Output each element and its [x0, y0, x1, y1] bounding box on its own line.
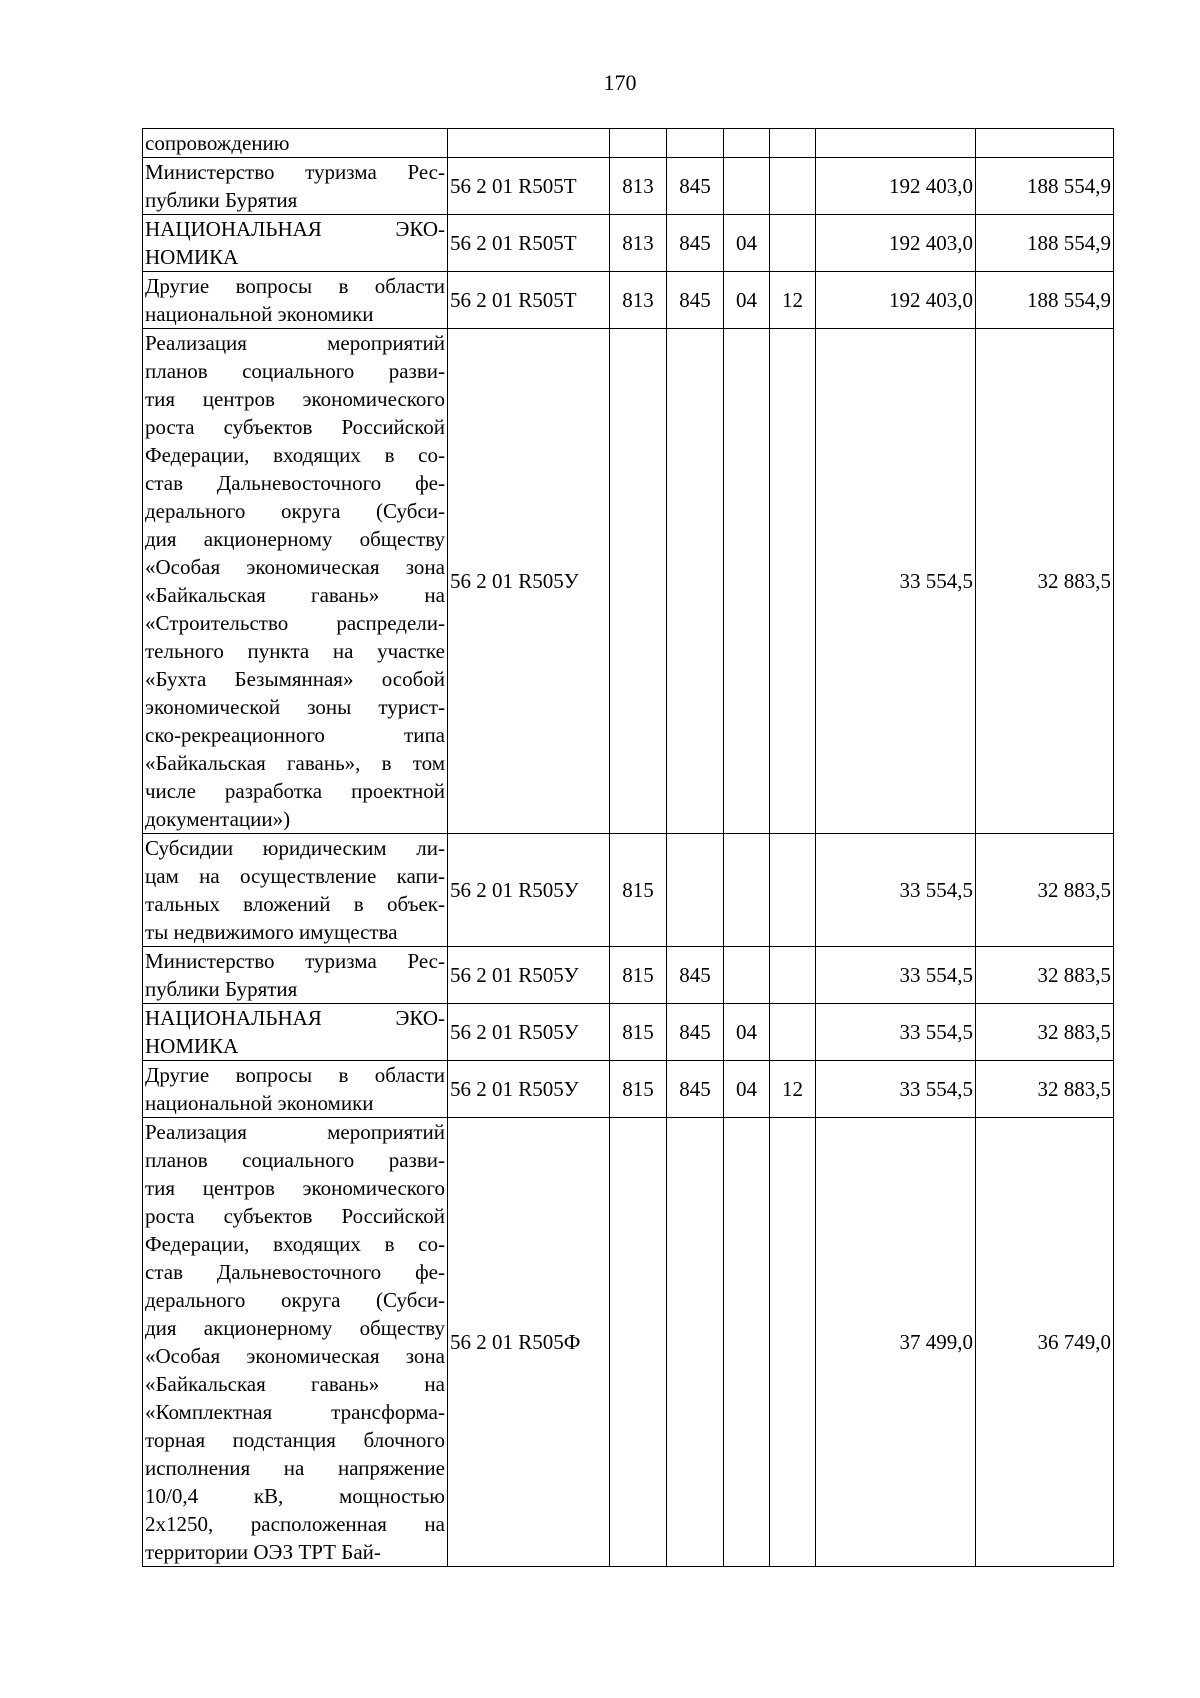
ministry-code-cell: 845: [667, 947, 724, 1004]
expense-name-line: дия акционерному обществу: [145, 527, 445, 551]
table-body: [143, 129, 1114, 1567]
table-row: [143, 158, 1114, 215]
target-article-cell: 56 2 01 R505Т: [448, 272, 610, 329]
amount-year-1-cell: 192 403,0: [816, 272, 976, 329]
section-code-cell: [724, 329, 770, 834]
expense-name-line: публики Бурятия: [145, 977, 298, 1001]
target-article-cell: 56 2 01 R505У: [448, 947, 610, 1004]
amount-year-2-cell: 188 554,9: [976, 215, 1114, 272]
target-article-cell: [448, 129, 610, 158]
amount-year-1-cell: 192 403,0: [816, 158, 976, 215]
expense-name-cell: [143, 1004, 448, 1061]
grbs-code-cell: [610, 1118, 667, 1567]
expense-name-cell: [143, 129, 448, 158]
expense-name-cell: [143, 834, 448, 947]
expense-name-line: Реализация мероприятий: [145, 331, 445, 355]
target-article-cell: 56 2 01 R505Т: [448, 215, 610, 272]
ministry-code-cell: [667, 834, 724, 947]
expense-name-line: «Байкальская гавань», в том: [145, 751, 445, 775]
expense-name-cell: [143, 215, 448, 272]
table-row: [143, 947, 1114, 1004]
target-article-cell: 56 2 01 R505У: [448, 1004, 610, 1061]
grbs-code-cell: 815: [610, 947, 667, 1004]
expense-name-line: «Байкальская гавань» на: [145, 1372, 445, 1396]
grbs-code-cell: [610, 129, 667, 158]
grbs-code-cell: 813: [610, 158, 667, 215]
expense-name-cell: [143, 272, 448, 329]
ministry-code-cell: 845: [667, 272, 724, 329]
expense-name-line: роста субъектов Российской: [145, 1204, 445, 1228]
expense-name-line: ско-рекреационного типа: [145, 723, 445, 747]
expense-name-line: НАЦИОНАЛЬНАЯ ЭКО-: [145, 217, 445, 241]
section-code-cell: 04: [724, 1004, 770, 1061]
expense-name-cell: [143, 158, 448, 215]
ministry-code-cell: 845: [667, 1061, 724, 1118]
amount-year-2-cell: 188 554,9: [976, 158, 1114, 215]
expense-name-line: став Дальневосточного фе-: [145, 471, 445, 495]
amount-year-2-cell: 32 883,5: [976, 1061, 1114, 1118]
amount-year-1-cell: 33 554,5: [816, 329, 976, 834]
amount-year-1-cell: [816, 129, 976, 158]
ministry-code-cell: 845: [667, 158, 724, 215]
expense-name-line: Федерации, входящих в со-: [145, 443, 445, 467]
expense-name-line: дерального округа (Субси-: [145, 1288, 445, 1312]
section-code-cell: [724, 947, 770, 1004]
expense-name-line: тальных вложений в объек-: [145, 892, 445, 916]
expense-name-line: став Дальневосточного фе-: [145, 1260, 445, 1284]
table-row: [143, 215, 1114, 272]
expense-name-line: публики Бурятия: [145, 188, 298, 212]
expense-name-line: Реализация мероприятий: [145, 1120, 445, 1144]
expense-name-line: роста субъектов Российской: [145, 415, 445, 439]
expense-name-line: Федерации, входящих в со-: [145, 1232, 445, 1256]
amount-year-1-cell: 33 554,5: [816, 1061, 976, 1118]
subsection-code-cell: 12: [770, 272, 816, 329]
expense-name-line: НОМИКА: [145, 1034, 239, 1058]
expense-name-line: Субсидии юридическим ли-: [145, 836, 445, 860]
ministry-code-cell: 845: [667, 1004, 724, 1061]
section-code-cell: [724, 834, 770, 947]
section-code-cell: [724, 1118, 770, 1567]
expense-name-line: числе разработка проектной: [145, 779, 445, 803]
subsection-code-cell: [770, 215, 816, 272]
table-row: [143, 1004, 1114, 1061]
expense-name-line: исполнения на напряжение: [145, 1456, 445, 1480]
budget-table: [142, 128, 1114, 1567]
amount-year-2-cell: 32 883,5: [976, 834, 1114, 947]
expense-name-line: территории ОЭЗ ТРТ Бай-: [145, 1540, 381, 1564]
table-row: [143, 1061, 1114, 1118]
grbs-code-cell: 815: [610, 834, 667, 947]
expense-name-line: «Бухта Безымянная» особой: [145, 667, 445, 691]
expense-name-line: «Байкальская гавань» на: [145, 583, 445, 607]
expense-name-line: тельного пункта на участке: [145, 639, 445, 663]
expense-name-line: национальной экономики: [145, 302, 374, 326]
expense-name-line: Другие вопросы в области: [145, 1063, 445, 1087]
expense-name-line: НАЦИОНАЛЬНАЯ ЭКО-: [145, 1006, 445, 1030]
amount-year-1-cell: 37 499,0: [816, 1118, 976, 1567]
expense-name-cell: [143, 329, 448, 834]
expense-name-line: НОМИКА: [145, 245, 239, 269]
table-row: [143, 329, 1114, 834]
target-article-cell: 56 2 01 R505У: [448, 329, 610, 834]
expense-name-line: 2х1250, расположенная на: [145, 1512, 445, 1536]
expense-name-line: «Особая экономическая зона: [145, 1344, 445, 1368]
expense-name-line: «Особая экономическая зона: [145, 555, 445, 579]
subsection-code-cell: [770, 158, 816, 215]
target-article-cell: 56 2 01 R505Ф: [448, 1118, 610, 1567]
expense-name-line: документации»): [145, 807, 291, 831]
expense-name-line: планов социального разви-: [145, 359, 445, 383]
amount-year-1-cell: 33 554,5: [816, 947, 976, 1004]
page-number: 170: [603, 70, 637, 95]
subsection-code-cell: [770, 1004, 816, 1061]
amount-year-2-cell: 32 883,5: [976, 947, 1114, 1004]
target-article-cell: 56 2 01 R505Т: [448, 158, 610, 215]
target-article-cell: 56 2 01 R505У: [448, 1061, 610, 1118]
amount-year-2-cell: 32 883,5: [976, 1004, 1114, 1061]
grbs-code-cell: 815: [610, 1004, 667, 1061]
expense-name-line: Министерство туризма Рес-: [145, 949, 445, 973]
expense-name-line: национальной экономики: [145, 1091, 374, 1115]
expense-name-line: «Комплектная трансформа-: [145, 1400, 445, 1424]
amount-year-2-cell: 32 883,5: [976, 329, 1114, 834]
expense-name-cell: [143, 1118, 448, 1567]
grbs-code-cell: 813: [610, 272, 667, 329]
expense-name-line: сопровождению: [145, 131, 290, 155]
subsection-code-cell: [770, 947, 816, 1004]
expense-name-line: ты недвижимого имущества: [145, 920, 398, 944]
expense-name-line: планов социального разви-: [145, 1148, 445, 1172]
ministry-code-cell: 845: [667, 215, 724, 272]
amount-year-2-cell: 188 554,9: [976, 272, 1114, 329]
expense-name-line: «Строительство распредели-: [145, 611, 445, 635]
expense-name-line: 10/0,4 кВ, мощностью: [145, 1484, 445, 1508]
section-code-cell: 04: [724, 1061, 770, 1118]
grbs-code-cell: [610, 329, 667, 834]
amount-year-1-cell: 33 554,5: [816, 1004, 976, 1061]
section-code-cell: 04: [724, 215, 770, 272]
target-article-cell: 56 2 01 R505У: [448, 834, 610, 947]
ministry-code-cell: [667, 1118, 724, 1567]
table-row: [143, 834, 1114, 947]
expense-name-line: цам на осуществление капи-: [145, 864, 445, 888]
amount-year-2-cell: 36 749,0: [976, 1118, 1114, 1567]
subsection-code-cell: [770, 1118, 816, 1567]
subsection-code-cell: [770, 834, 816, 947]
expense-name-line: тия центров экономического: [145, 1176, 445, 1200]
expense-name-line: тия центров экономического: [145, 387, 445, 411]
expense-name-cell: [143, 947, 448, 1004]
grbs-code-cell: 813: [610, 215, 667, 272]
subsection-code-cell: [770, 129, 816, 158]
expense-name-cell: [143, 1061, 448, 1118]
ministry-code-cell: [667, 129, 724, 158]
expense-name-line: дия акционерному обществу: [145, 1316, 445, 1340]
expense-name-line: Другие вопросы в области: [145, 274, 445, 298]
table-row: [143, 272, 1114, 329]
expense-name-line: экономической зоны турист-: [145, 695, 445, 719]
section-code-cell: [724, 129, 770, 158]
amount-year-1-cell: 192 403,0: [816, 215, 976, 272]
expense-name-line: Министерство туризма Рес-: [145, 160, 445, 184]
amount-year-2-cell: [976, 129, 1114, 158]
section-code-cell: 04: [724, 272, 770, 329]
table-row: [143, 129, 1114, 158]
amount-year-1-cell: 33 554,5: [816, 834, 976, 947]
subsection-code-cell: [770, 329, 816, 834]
section-code-cell: [724, 158, 770, 215]
subsection-code-cell: 12: [770, 1061, 816, 1118]
expense-name-line: дерального округа (Субси-: [145, 499, 445, 523]
table-row: [143, 1118, 1114, 1567]
expense-name-line: торная подстанция блочного: [145, 1428, 445, 1452]
grbs-code-cell: 815: [610, 1061, 667, 1118]
ministry-code-cell: [667, 329, 724, 834]
